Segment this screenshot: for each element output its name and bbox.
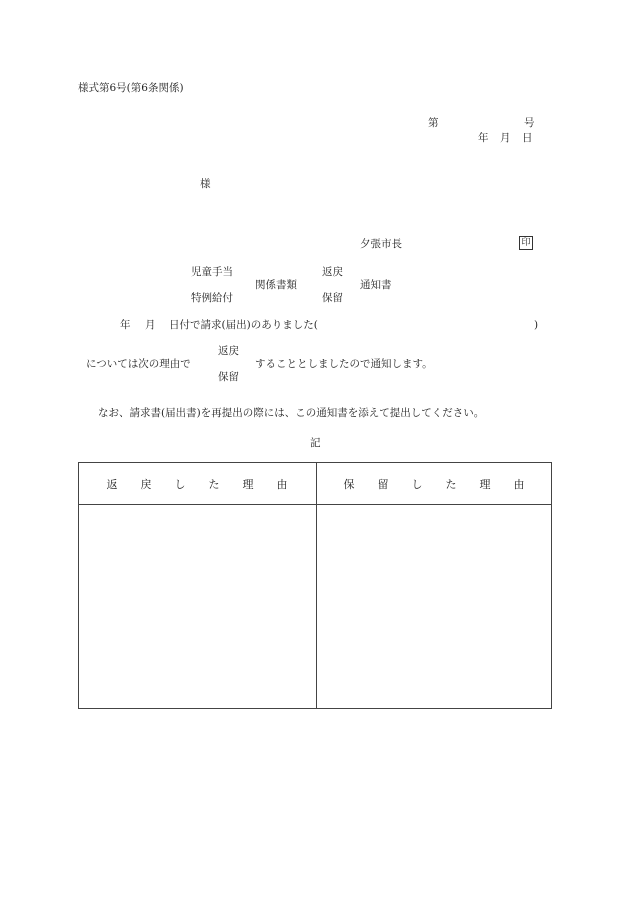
body-reason-suffix: することとしましたので通知します。: [255, 358, 433, 370]
return-reason-header: [79, 463, 315, 504]
body-action-return: 返戻: [218, 345, 239, 357]
related-documents: 関係書類: [255, 279, 297, 291]
date-year: 年: [478, 132, 489, 144]
subject-action-hold: 保留: [322, 292, 343, 304]
header-char: 理: [242, 477, 254, 491]
allowance-special: 特例給付: [191, 292, 233, 304]
header-char: し: [411, 477, 423, 491]
header-char: し: [174, 477, 186, 491]
seal-mark: 印: [519, 236, 533, 250]
subject-action-return: 返戻: [322, 266, 343, 278]
header-char: 返: [106, 477, 118, 491]
body-action-hold: 保留: [218, 371, 239, 383]
notice-document: 通知書: [360, 279, 392, 291]
ki-heading: 記: [310, 437, 321, 449]
header-char: 保: [343, 477, 355, 491]
header-char: 由: [276, 477, 288, 491]
allowance-child: 児童手当: [191, 266, 233, 278]
body-resubmit-note: なお、請求書(届出書)を再提出の際には、この通知書を添えて提出してください。: [98, 407, 485, 419]
date-day: 日: [522, 132, 533, 144]
reason-table: [78, 462, 552, 709]
header-char: 戻: [140, 477, 152, 491]
date-month: 月: [500, 132, 511, 144]
number-dai: 第: [428, 117, 439, 129]
header-char: た: [208, 477, 220, 491]
number-go: 号: [524, 117, 535, 129]
body-reason-prefix: については次の理由で: [86, 358, 191, 370]
form-title: 様式第6号(第6条関係): [78, 82, 184, 94]
header-char: た: [445, 477, 457, 491]
return-reason-cell[interactable]: [79, 505, 315, 708]
header-char: 由: [513, 477, 525, 491]
issuer-name: 夕張市長: [360, 238, 402, 250]
body-year: 年: [120, 319, 131, 331]
body-request-text: 日付で請求(届出)のありました(: [169, 319, 318, 331]
body-month: 月: [145, 319, 156, 331]
addressee-sama: 様: [200, 178, 211, 190]
header-char: 留: [377, 477, 389, 491]
header-char: 理: [479, 477, 491, 491]
hold-reason-header: [316, 463, 552, 504]
hold-reason-cell[interactable]: [317, 505, 553, 708]
body-close-paren: ): [534, 319, 539, 331]
